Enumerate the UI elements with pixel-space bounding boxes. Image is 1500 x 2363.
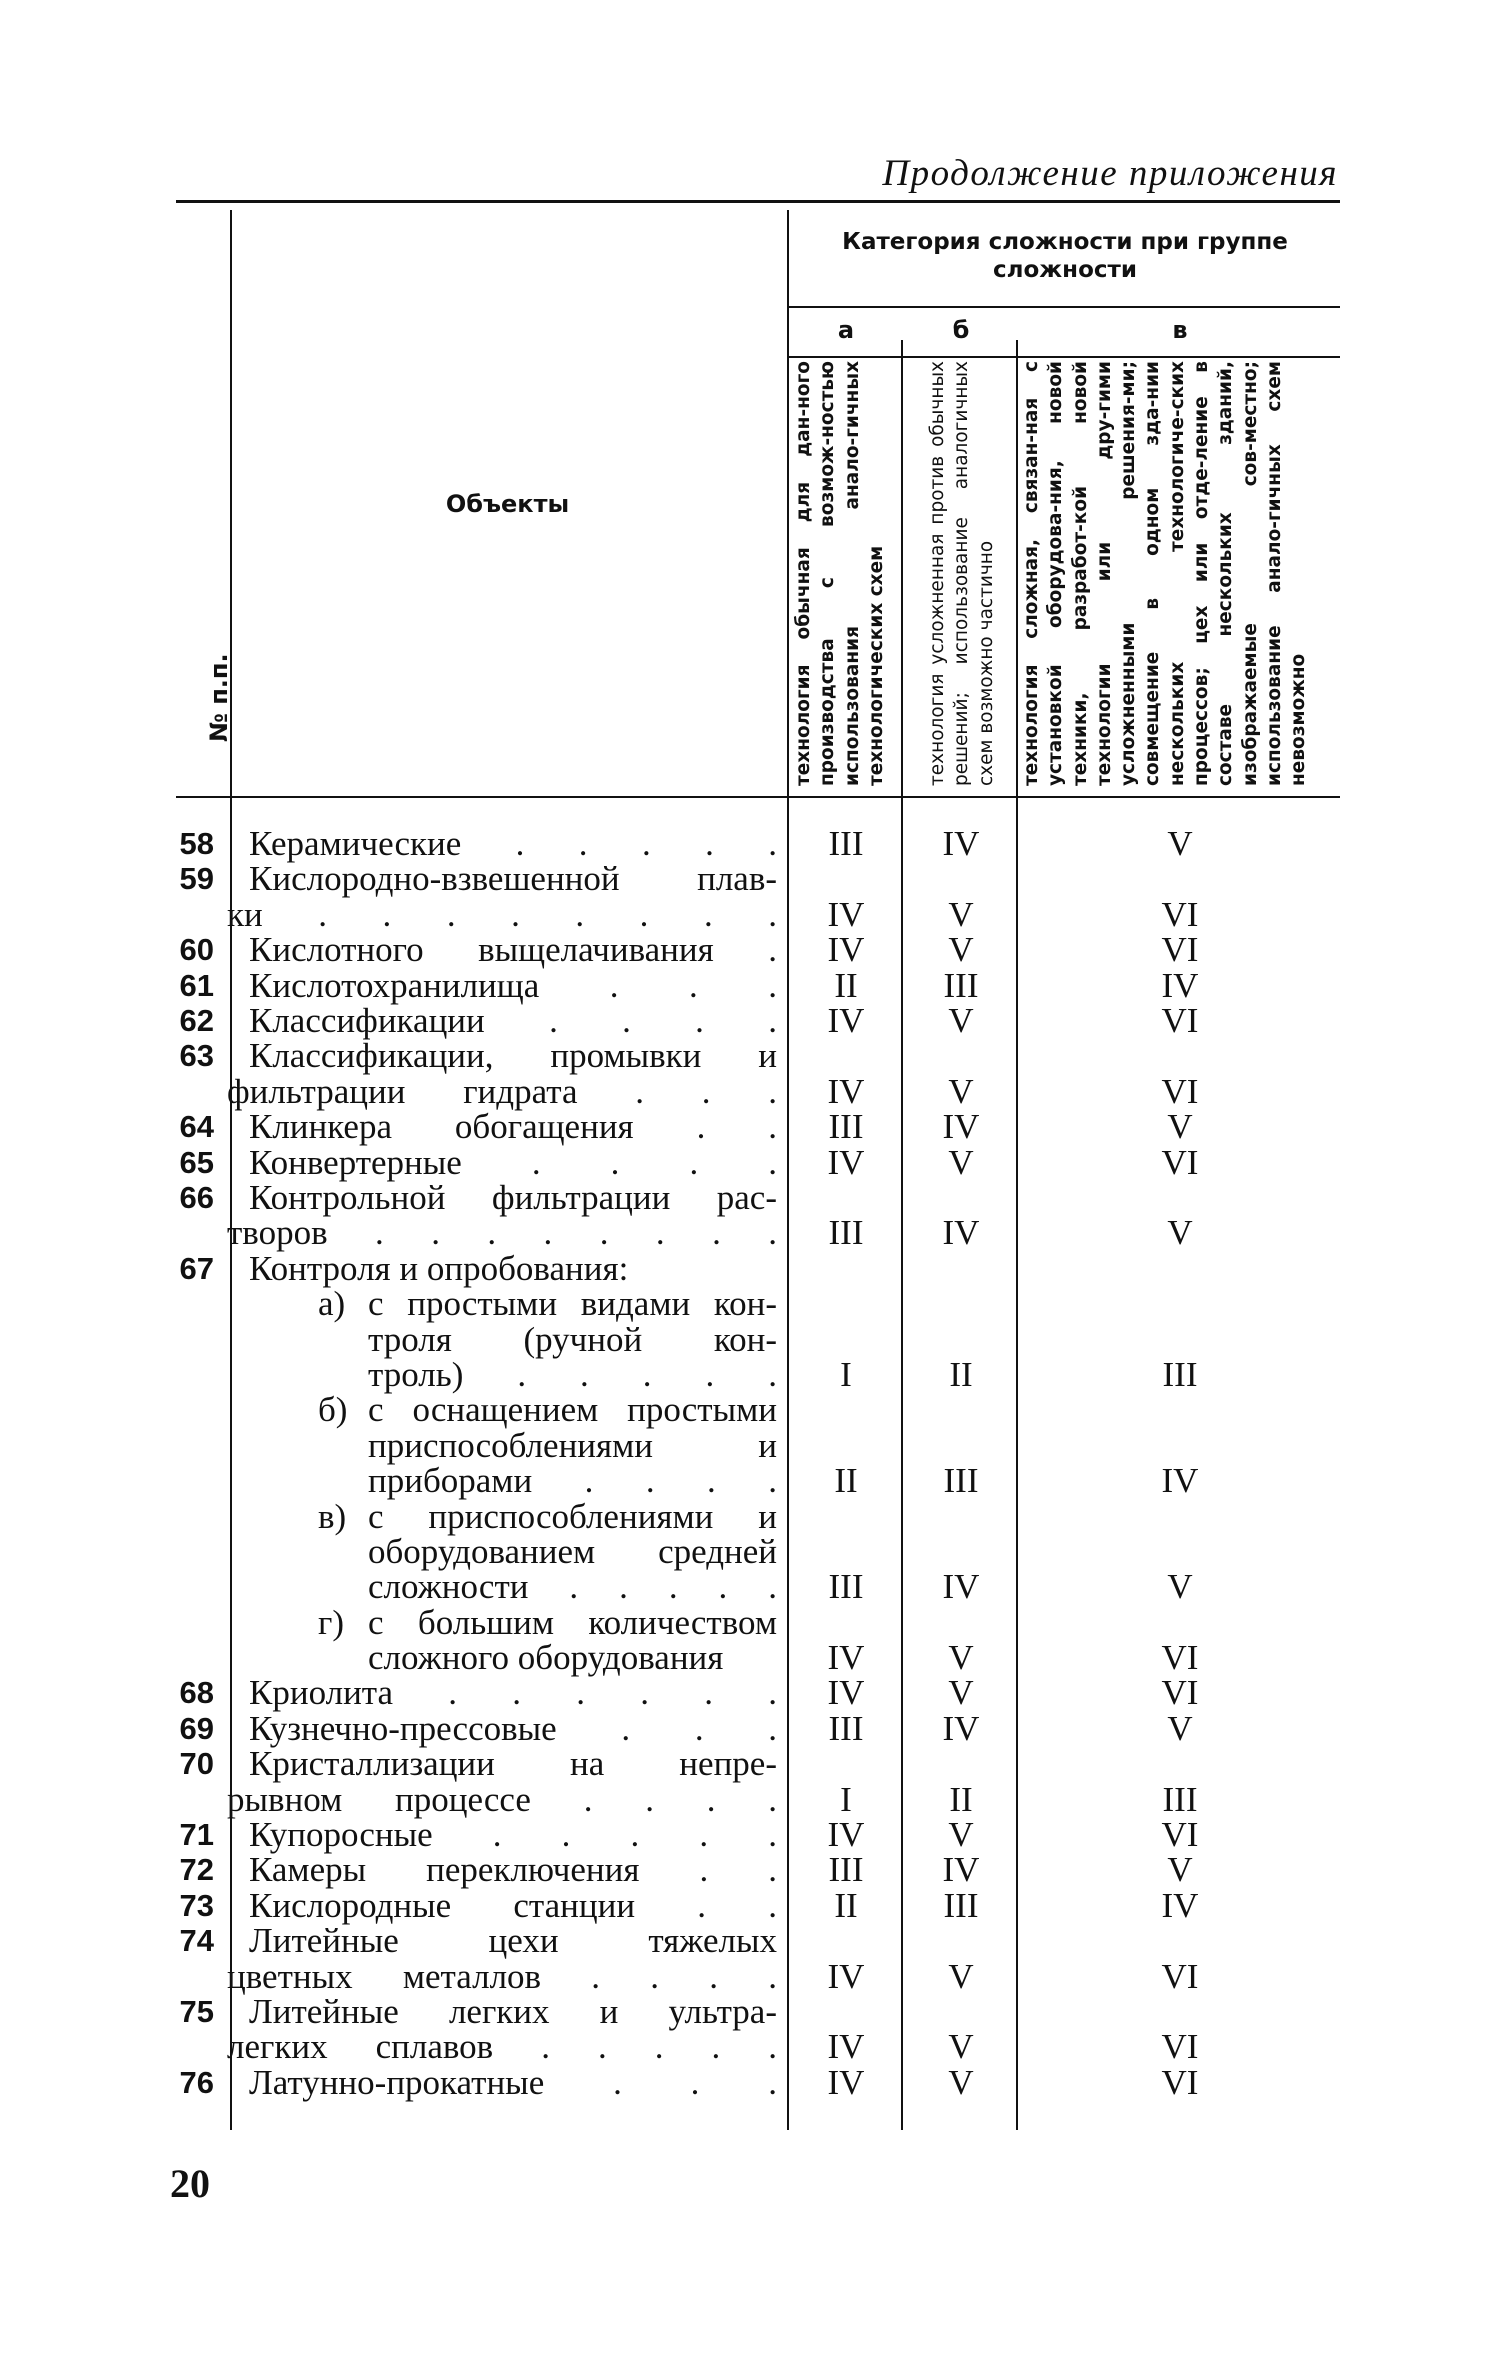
table-row	[0, 930, 1500, 970]
sub-item-marker: г)	[318, 1602, 345, 1642]
object-name-line: рывном процессе . . . .	[227, 1779, 777, 1819]
value-group-a: II	[834, 1885, 858, 1925]
object-name-line: троля (ручной кон-	[368, 1319, 777, 1359]
group-c-description: технология сложная, связан-ная с установкой оборудова-ния, новой техники, разработ-кой новой технологии или дру-гими усложненными решения-ми; совмещение в одном зда-нии нескольких технологиче-ских процессов; цех или отде-ление в составе нескольких зданий, изображаемые сов-местно; использование анало-гичных схем невозможно	[1021, 361, 1310, 786]
page-number: 20	[170, 2161, 210, 2206]
object-name	[249, 1815, 777, 1855]
value-group-b: IV	[942, 823, 980, 863]
value-group-b: V	[948, 1142, 974, 1182]
object-name-line: приборами . . . .	[368, 1461, 777, 1501]
value-group-c: VI	[1161, 1815, 1199, 1855]
object-name-line: Керамические . . . . .	[249, 824, 777, 863]
row-number: 70	[179, 1746, 214, 1782]
value-group-b: V	[948, 1956, 974, 1996]
value-group-a: II	[834, 1461, 858, 1501]
value-group-a: IV	[827, 1000, 865, 1040]
table-row	[0, 1390, 1500, 1501]
value-group-a: I	[840, 1354, 852, 1394]
continuation-label: Продолжение приложения	[882, 153, 1338, 194]
value-group-c: III	[1162, 1354, 1198, 1394]
objects-column-header: Объекты	[445, 490, 570, 518]
value-group-a: I	[840, 1779, 852, 1819]
object-name	[249, 2062, 777, 2102]
group-letter-b: б	[952, 316, 970, 344]
value-group-b: V	[948, 2027, 974, 2067]
number-column-header: № п.п.	[205, 653, 233, 742]
table-row	[0, 1673, 1500, 1713]
value-group-b: V	[948, 1673, 974, 1713]
value-group-c: VI	[1161, 894, 1199, 934]
object-name-line: Контроля и опробования:	[249, 1248, 629, 1288]
object-name-line: цветных металлов . . . .	[227, 1956, 777, 1996]
object-name-line: сложности . . . . .	[368, 1567, 777, 1607]
row-number: 64	[179, 1109, 214, 1145]
value-group-a: IV	[827, 930, 865, 970]
object-name-line: сложного оборудования	[368, 1638, 724, 1678]
object-name-line: фильтрации гидрата . . .	[227, 1071, 777, 1111]
value-group-b: V	[948, 1000, 974, 1040]
object-name	[368, 1496, 777, 1607]
row-number: 63	[179, 1038, 214, 1074]
value-group-c: VI	[1161, 1956, 1199, 1996]
table-row	[0, 2062, 1500, 2102]
value-group-b: IV	[942, 1213, 980, 1253]
object-name	[249, 930, 777, 970]
object-name-line: легких сплавов . . . . .	[227, 2027, 777, 2067]
group-b-description: технология усложненная против обычных решений; использование аналогичных схем возможно частично	[927, 361, 997, 786]
value-group-b: III	[943, 965, 979, 1005]
table-row	[0, 1885, 1500, 1925]
object-name	[249, 1248, 777, 1288]
object-name	[249, 1673, 777, 1713]
value-group-a: III	[828, 1213, 864, 1253]
row-number: 75	[179, 1994, 214, 2030]
row-number: 67	[179, 1250, 214, 1286]
object-name	[227, 1036, 777, 1111]
object-name-line: Кислородные станции . .	[249, 1885, 777, 1925]
value-group-c: VI	[1161, 1673, 1199, 1713]
value-group-c: V	[1167, 1213, 1193, 1253]
object-name-line: с приспособлениями и	[368, 1496, 777, 1536]
object-name	[249, 965, 777, 1005]
object-name	[249, 1850, 777, 1890]
value-group-b: IV	[942, 1708, 980, 1748]
object-name	[227, 1177, 777, 1253]
row-number: 58	[179, 826, 214, 861]
value-group-c: V	[1167, 823, 1193, 863]
table-row	[0, 1177, 1500, 1253]
value-group-b: V	[948, 1071, 974, 1111]
row-number: 72	[179, 1852, 214, 1888]
value-group-a: IV	[827, 1638, 865, 1678]
row-number: 68	[179, 1675, 214, 1711]
object-name	[227, 1992, 777, 2067]
table-row	[0, 1000, 1500, 1040]
object-name-line: Кристаллизации на непре-	[249, 1744, 777, 1784]
object-name-line: с оснащением простыми	[368, 1390, 777, 1430]
row-number: 76	[179, 2064, 214, 2100]
object-name-line: троль) . . . . .	[368, 1354, 777, 1394]
table-row	[0, 1038, 1500, 1109]
sub-item-marker: б)	[318, 1390, 348, 1430]
value-group-c: VI	[1161, 2062, 1199, 2102]
object-name-line: Литейные цехи тяжелых	[249, 1921, 777, 1961]
value-group-a: IV	[827, 2062, 865, 2102]
object-name	[368, 1602, 777, 1678]
category-header: Категория сложности при группе сложности	[842, 229, 1288, 283]
object-name-line: Кислотного выщелачивания .	[249, 930, 777, 970]
object-name-line: Криолита . . . . . .	[249, 1673, 777, 1713]
object-name	[249, 1885, 777, 1925]
row-number: 59	[179, 861, 214, 897]
table-row	[0, 1923, 1500, 1994]
object-name-line: приспособлениями и	[368, 1425, 777, 1465]
value-group-c: VI	[1161, 1638, 1199, 1678]
object-name	[227, 1921, 777, 1996]
table-row	[0, 1708, 1500, 1748]
sub-item-marker: в)	[318, 1496, 347, 1536]
table-row	[0, 1994, 1500, 2065]
object-name	[249, 1142, 777, 1182]
table-row	[0, 1815, 1500, 1855]
row-number: 71	[179, 1817, 214, 1853]
object-name	[249, 826, 777, 861]
object-name-line: ки . . . . . . . .	[227, 894, 777, 934]
value-group-a: IV	[827, 1815, 865, 1855]
object-name-line: Кислотохранилища . . .	[249, 965, 777, 1005]
value-group-a: IV	[827, 1142, 865, 1182]
table-row	[0, 861, 1500, 932]
group-letter-c: в	[1172, 316, 1188, 344]
value-group-c: VI	[1161, 1000, 1199, 1040]
object-name-line: Классификации . . . .	[249, 1000, 777, 1040]
table-row	[0, 1746, 1500, 1817]
value-group-b: IV	[942, 1107, 980, 1147]
value-group-a: III	[828, 1850, 864, 1890]
object-name	[227, 859, 777, 934]
value-group-b: V	[948, 1638, 974, 1678]
object-name-line: оборудованием средней	[368, 1531, 777, 1571]
object-name-line: Латунно-прокатные . . .	[249, 2062, 777, 2102]
category-header-rule	[789, 306, 1340, 308]
value-group-b: V	[948, 930, 974, 970]
value-group-a: II	[834, 965, 858, 1005]
value-group-c: VI	[1161, 1071, 1199, 1111]
header-bottom-rule	[176, 796, 1340, 798]
value-group-b: V	[948, 1815, 974, 1855]
object-name-line: Камеры переключения . .	[249, 1850, 777, 1890]
value-group-c: III	[1162, 1779, 1198, 1819]
value-group-a: IV	[827, 1956, 865, 1996]
object-name-line: Кислородно-взвешенной плав-	[249, 859, 777, 899]
object-name-line: Клинкера обогащения . .	[249, 1107, 777, 1147]
value-group-a: III	[828, 1567, 864, 1607]
object-name	[368, 1286, 777, 1392]
value-group-b: III	[943, 1461, 979, 1501]
table-row	[0, 1107, 1500, 1147]
table-row	[0, 1286, 1500, 1392]
value-group-c: VI	[1161, 1142, 1199, 1182]
value-group-a: IV	[827, 2027, 865, 2067]
value-group-c: V	[1167, 1850, 1193, 1890]
value-group-b: V	[948, 894, 974, 934]
value-group-c: IV	[1161, 1885, 1199, 1925]
value-group-a: III	[828, 823, 864, 863]
object-name-line: Контрольной фильтрации рас-	[249, 1177, 777, 1217]
object-name	[249, 1000, 777, 1040]
object-name	[249, 1708, 777, 1748]
table-row	[0, 1496, 1500, 1607]
value-group-b: II	[949, 1779, 973, 1819]
value-group-c: VI	[1161, 2027, 1199, 2067]
value-group-a: IV	[827, 1673, 865, 1713]
table-row	[0, 1602, 1500, 1678]
sub-item-marker: а)	[318, 1284, 346, 1324]
group-letters-rule	[789, 356, 1340, 358]
table-row	[0, 1248, 1500, 1288]
value-group-a: III	[828, 1708, 864, 1748]
row-number: 61	[179, 967, 214, 1003]
object-name-line: с большим количеством	[368, 1602, 777, 1642]
value-group-c: V	[1167, 1567, 1193, 1607]
table-row	[0, 1850, 1500, 1890]
table-row	[0, 965, 1500, 1005]
value-group-b: II	[949, 1354, 973, 1394]
object-name-line: Литейные легких и ультра-	[249, 1992, 777, 2032]
group-a-description: технология обычная для дан-ного производства с возмож-ностью использования анало-гичных технологических схем	[793, 361, 887, 786]
object-name-line: Классификации, промывки и	[249, 1036, 777, 1076]
row-number: 69	[179, 1710, 214, 1746]
table-body	[0, 823, 1500, 2102]
value-group-c: IV	[1161, 965, 1199, 1005]
row-number: 74	[179, 1923, 214, 1959]
row-number: 73	[179, 1887, 214, 1923]
object-name	[227, 1744, 777, 1819]
object-name	[249, 1107, 777, 1147]
object-name-line: Купоросные . . . . .	[249, 1815, 777, 1855]
row-number: 66	[179, 1179, 214, 1215]
value-group-c: V	[1167, 1708, 1193, 1748]
table-top-rule	[176, 200, 1340, 203]
value-group-c: V	[1167, 1107, 1193, 1147]
value-group-a: IV	[827, 894, 865, 934]
object-name	[368, 1390, 777, 1501]
table-row	[0, 1142, 1500, 1182]
object-name-line: с простыми видами кон-	[368, 1284, 777, 1324]
row-number: 60	[179, 932, 214, 968]
value-group-b: IV	[942, 1567, 980, 1607]
value-group-a: III	[828, 1107, 864, 1147]
table-row	[0, 823, 1500, 863]
object-name-line: Кузнечно-прессовые . . .	[249, 1708, 777, 1748]
group-letter-a: а	[837, 316, 855, 344]
value-group-b: V	[948, 2062, 974, 2102]
row-number: 65	[179, 1144, 214, 1180]
row-number: 62	[179, 1002, 214, 1038]
value-group-c: IV	[1161, 1461, 1199, 1501]
value-group-b: IV	[942, 1850, 980, 1890]
value-group-c: VI	[1161, 930, 1199, 970]
object-name-line: творов . . . . . . . .	[227, 1213, 777, 1253]
object-name-line: Конвертерные . . . .	[249, 1142, 777, 1182]
value-group-b: III	[943, 1885, 979, 1925]
value-group-a: IV	[827, 1071, 865, 1111]
